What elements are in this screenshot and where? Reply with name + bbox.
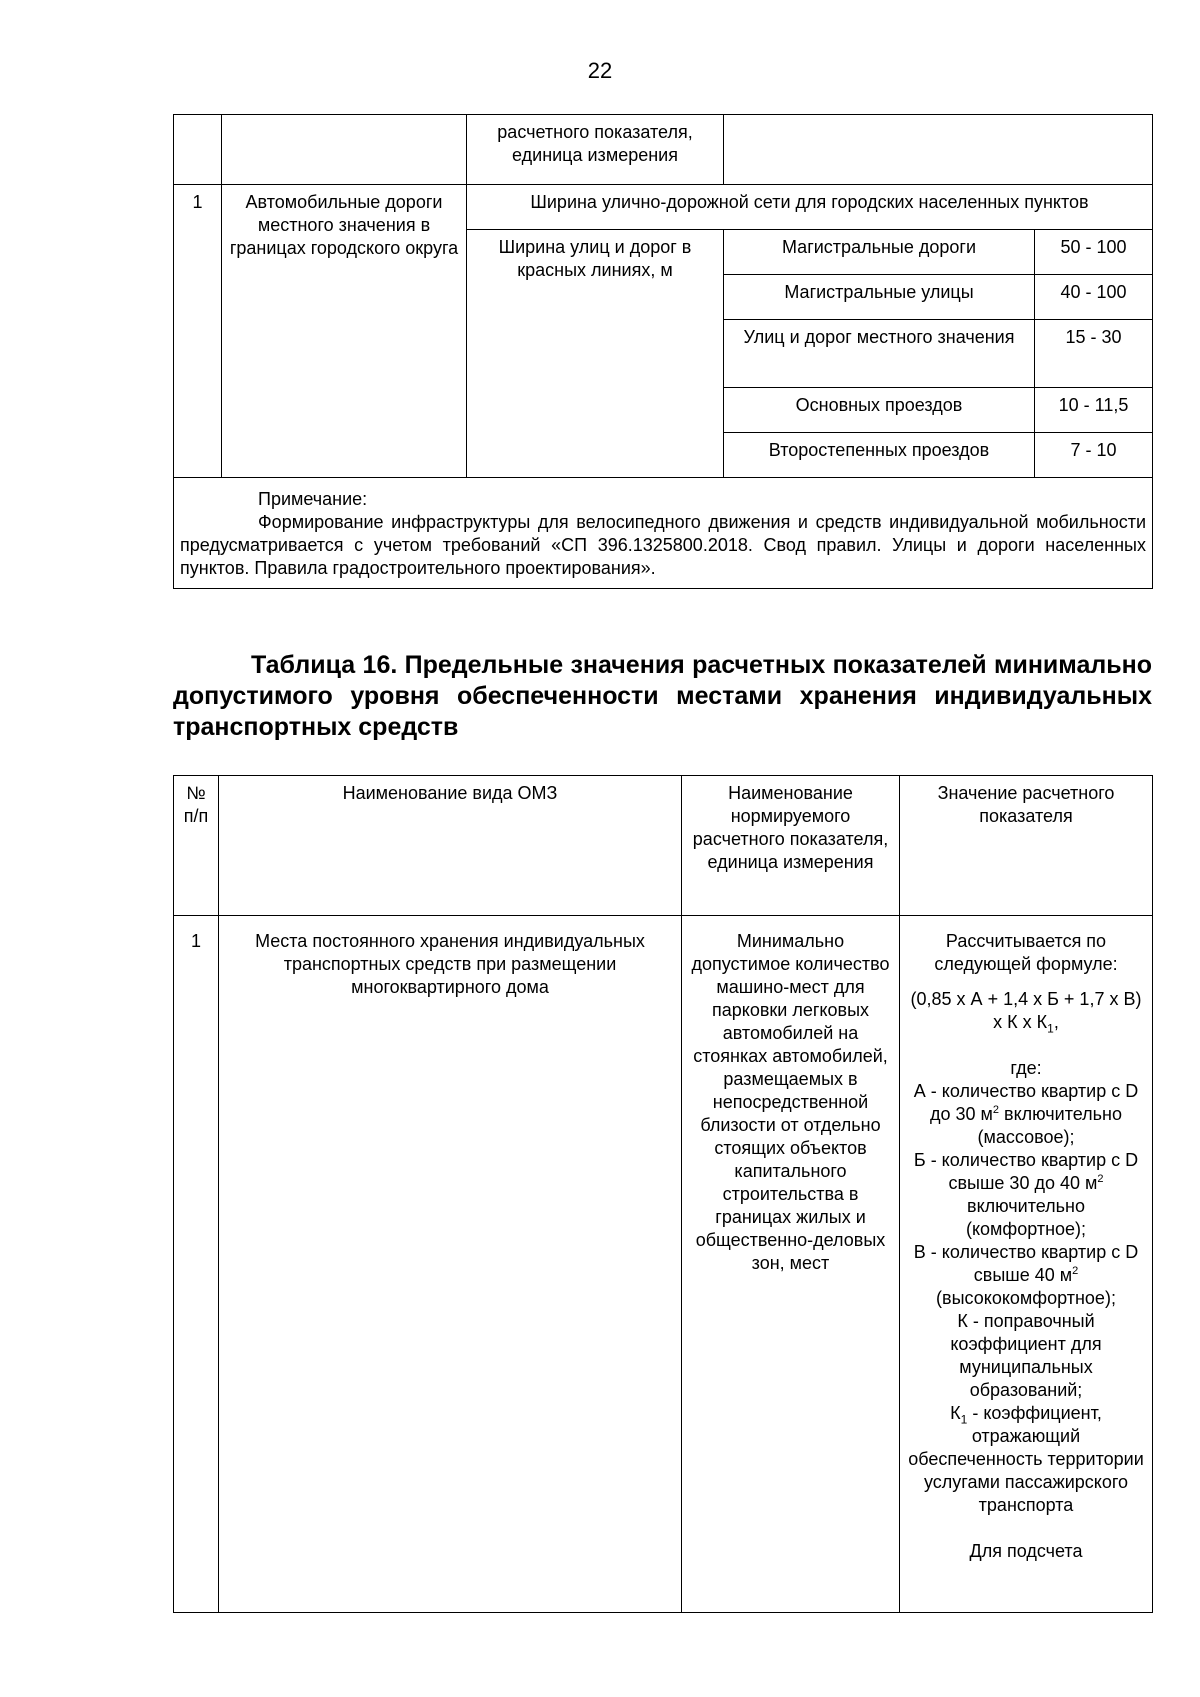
road-type: Магистральные улицы <box>724 275 1035 320</box>
row-number: 1 <box>174 185 222 478</box>
indicator-name: Минимально допустимое количество машино-мест для парковки легковых автомобилей на стоянках автомобилей, размещаемых в непосредственной близости от отдельно стоящих объектов капитального строительства в границах жилых и общественно-деловых зон, мест <box>682 916 900 1613</box>
note-title: Примечание: <box>258 489 368 509</box>
omz-name: Автомобильные дороги местного значения в границах городского округа <box>222 185 467 478</box>
header-indicator: Наименование нормируемого расчетного показателя, единица измерения <box>682 776 900 916</box>
section-header: Ширина улично-дорожной сети для городских населенных пунктов <box>467 185 1153 230</box>
def-a: А - количество квартир с D до 30 $м^2$ включительно (массовое); <box>913 1081 1139 1147</box>
table16-title: Таблица 16. Предельные значения расчетных показателей минимально допустимого уровня обеспеченности местами хранения индивидуальных транспортных средств <box>173 651 1152 741</box>
def-k: К - поправочный коэффициент для муниципальных образований; <box>950 1311 1102 1400</box>
header-indicator-cont: расчетного показателя, единица измерения <box>467 115 724 185</box>
def-v: В - количество квартир с D свыше 40 $м^2$ (высококомфортное); <box>913 1242 1139 1308</box>
omz-name: Места постоянного хранения индивидуальных транспортных средств при размещении многоквартирного дома <box>219 916 682 1613</box>
road-width: 7 - 10 <box>1035 433 1153 478</box>
header-name: Наименование вида ОМЗ <box>219 776 682 916</box>
row-number: 1 <box>174 916 219 1613</box>
page-number: 22 <box>587 58 613 83</box>
cell-empty <box>222 115 467 185</box>
road-width-table <box>173 114 1153 589</box>
formula: (0,85 х А + 1,4 х Б + 1,7 х В) х К х $К_1$, <box>910 989 1142 1036</box>
road-width: 10 - 11,5 <box>1035 388 1153 433</box>
value-formula <box>900 916 1153 1613</box>
tail-text: Для подсчета <box>969 1541 1083 1561</box>
def-b: Б - количество квартир с D свыше 30 до 40 $м^2$ включительно (комфортное); <box>913 1150 1139 1239</box>
indicator-name: Ширина улиц и дорог в красных линиях, м <box>467 230 724 478</box>
def-k1: $К_1$ - коэффициент, отражающий обеспеченность территории услугами пассажирского транспорта <box>908 1403 1144 1515</box>
header-num: № п/п <box>174 776 219 916</box>
road-type: Улиц и дорог местного значения <box>724 320 1035 388</box>
road-type: Второстепенных проездов <box>724 433 1035 478</box>
cell-empty <box>174 115 222 185</box>
road-width: 50 - 100 <box>1035 230 1153 275</box>
road-type: Основных проездов <box>724 388 1035 433</box>
formula-where: где: <box>1010 1058 1042 1078</box>
parking-table <box>173 775 1153 1613</box>
road-width: 15 - 30 <box>1035 320 1153 388</box>
formula-intro: Рассчитывается по следующей формуле: <box>934 931 1118 974</box>
note-text: Формирование инфраструктуры для велосипедного движения и средств индивидуальной мобильности предусматривается с учетом требований «СП 396.1325800.2018. Свод правил. Улицы и дороги населенных пунктов. Правила градостроительного проектирования». <box>180 512 1146 578</box>
note-cell <box>174 478 1153 589</box>
road-width: 40 - 100 <box>1035 275 1153 320</box>
cell-empty <box>724 115 1153 185</box>
road-type: Магистральные дороги <box>724 230 1035 275</box>
header-value: Значение расчетного показателя <box>900 776 1153 916</box>
